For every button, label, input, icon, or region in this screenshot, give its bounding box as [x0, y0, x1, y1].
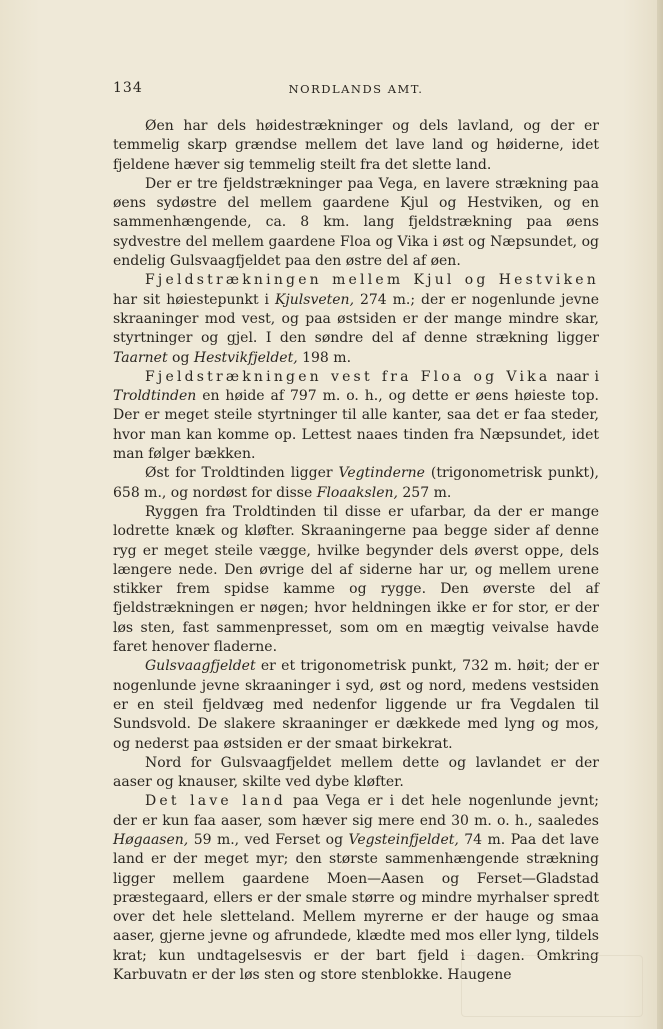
page-number: 134	[113, 80, 143, 96]
body-text	[113, 117, 599, 985]
paragraph: Fjeldstrækningen vest fra Floa og Vika naar i Troldtinden en høide af 797 m. o. h., og dette er øens høieste top. Der er meget steile styrtninger til alle kanter, saa det er faa steder, hvor man kan komme op. Lettest naaes tinden fra Næpsundet, idet man følger bækken.	[113, 368, 600, 463]
paragraph: Øst for Troldtinden ligger Vegtinderne (trigonometrisk punkt), 658 m., og nordøst for disse Floaakslen, 257 m.	[113, 465, 599, 501]
paragraph: Gulsvaagfjeldet er et trigonometrisk punkt, 732 m. høit; der er nogenlunde jevne skraaninger i syd, øst og nord, medens vestsiden er en steil fjeldvæg med nedenfor liggende ur fra Vegdalen til Sundsvold. De slakere skraaninger er dækkede med lyng og mos, og nederst paa østsiden er der smaat birkekrat.	[113, 658, 599, 752]
place-name: Vegsteinfjeldet,	[348, 831, 459, 848]
paragraph: Der er tre fjeldstrækninger paa Vega, en lavere strækning paa øens sydøstre del mellem gaardene Kjul og Hestviken, og en sammenhængende, ca. 8 km. lang fjeldstrækning paa øens sydvestre del mellem gaardene Floa og Vika i øst og Næpsundet, og endelig Gulsvaagfjeldet paa den østre del af øen.	[113, 175, 599, 270]
place-name: Taarnet	[113, 349, 168, 366]
place-name: Floaakslen,	[316, 484, 398, 501]
paragraph: Fjeldstrækningen mellem Kjul og Hestviken har sit høiestepunkt i Kjulsveten, 274 m.; der er nogenlunde jevne skraaninger mod vest, og paa østsiden er der mange mindre skar, styrtninger og gjel. I den søndre del af denne strækning ligger Taarnet og Hestvikfjeldet, 198 m.	[113, 272, 600, 366]
section-heading: Det lave land	[145, 793, 286, 810]
place-name: Hestvikfjeldet,	[193, 349, 298, 366]
section-heading: Fjeldstrækningen vest fra Floa og Vika	[145, 368, 551, 385]
paragraph: Øen har dels høidestrækninger og dels lavland, og der er temmelig skarp grændse mellem det lave land og høiderne, idet fjeldene hæver sig temmelig steilt fra det slette land.	[113, 118, 599, 173]
place-name: Høgaasen,	[113, 831, 189, 848]
place-name: Vegtinderne	[338, 465, 425, 482]
page-header	[113, 80, 599, 100]
paper-blemish	[461, 955, 643, 1017]
section-heading: Fjeldstrækningen mellem Kjul og Hestviken	[145, 272, 599, 289]
place-name: Gulsvaagfjeldet	[145, 658, 256, 675]
paragraph: Ryggen fra Troldtinden til disse er ufarbar, da der er mange lodrette knæk og kløfter. Skraaningerne paa begge sider af denne ryg er meget steile vægge, hvilke begynder dels øverst oppe, dels længere nede. Den øvrige del af siderne har ur, og mellem urene stikker frem spidse kamme og rygge. Den øverste del af fjeldstrækningen er nøgen; hvor heldningen ikke er for stor, er der løs sten, fast sammenpresset, som om en mægtig veivalse havde faret henover fladerne.	[113, 503, 599, 656]
page-edge	[657, 0, 663, 1029]
place-name: Kjulsveten,	[274, 291, 355, 308]
paragraph: Nord for Gulsvaagfjeldet mellem dette og lavlandet er der aaser og knauser, skilte ved dybe kløfter.	[113, 754, 599, 791]
paragraph: Det lave land paa Vega er i det hele nogenlunde jevnt; der er kun faa aaser, som hæver sig mere end 30 m. o. h., saaledes Høgaasen, 59 m., ved Ferset og Vegsteinfjeldet, 74 m. Paa det lave land er der meget myr; den største sammenhængende strækning ligger mellem gaardene Moen—Aasen og Ferset—Gladstad præstegaard, ellers er der smale større og mindre myrhalser spredt over det hele sletteland. Mellem myrerne er der hauge og smaa aaser, gjerne jevne og afrundede, klædte med mos eller lyng, tildels krat; kun undtagelsesvis er der bart fjeld i dagen. Omkring Karbuvatn er der løs sten og store stenblokke. Haugene	[113, 793, 600, 984]
place-name: Troldtinden	[113, 388, 197, 405]
running-head: NORDLANDS AMT.	[288, 82, 424, 96]
